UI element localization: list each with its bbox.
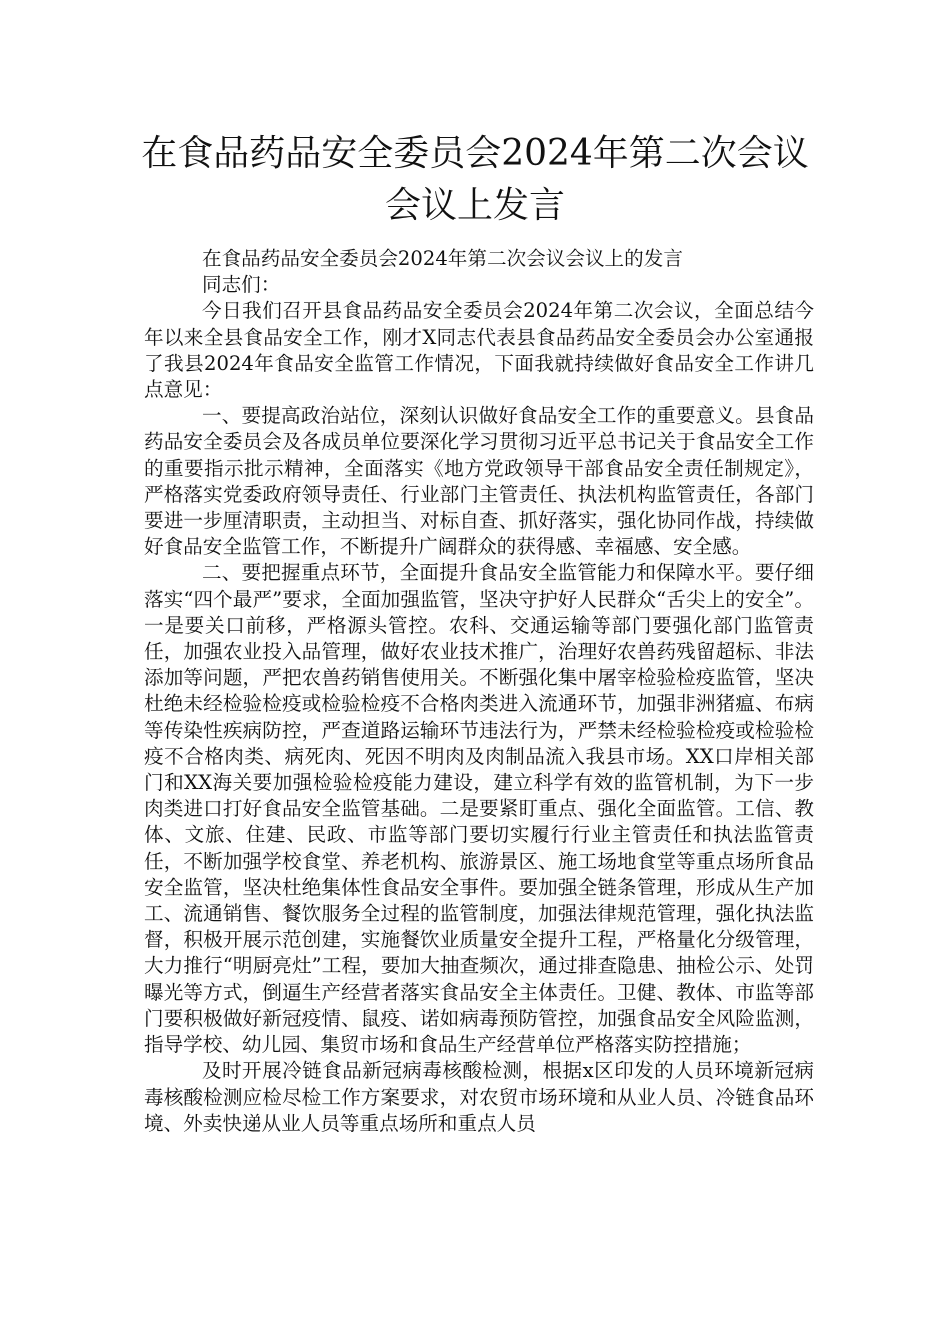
- document-title-line-2: 会议上发言: [384, 185, 565, 226]
- paragraph-intro: 今日我们召开县食品药品安全委员会2024年第二次会议，全面总结今年以来全县食品安全工作，刚才X同志代表县食品药品安全委员会办公室通报了我县2024年食品安全监管工作情况，下面我就持续做好食品安全工作讲几点意见：: [144, 299, 814, 402]
- document-body: [144, 246, 814, 1137]
- paragraph-point-one: 一、要提高政治站位，深刻认识做好食品安全工作的重要意义。县食品药品安全委员会及各成员单位要深化学习贯彻习近平总书记关于食品安全工作的重要指示批示精神，全面落实《地方党政领导干部食品安全责任制规定》，严格落实党委政府领导责任、行业部门主管责任、执法机构监管责任，各部门要进一步厘清职责，主动担当、对标自查、抓好落实，强化协同作战，持续做好食品安全监管工作，不断提升广阔群众的获得感、幸福感、安全感。: [144, 404, 814, 559]
- document-title-line-1: 在食品药品安全委员会2024年第二次会议: [141, 133, 809, 174]
- paragraph-point-two: 二、要把握重点环节，全面提升食品安全监管能力和保障水平。要仔细落实“四个最严”要求，全面加强监管，坚决守护好人民群众“舌尖上的安全”。一是要关口前移，严格源头管控。农科、交通运输等部门要强化部门监管责任，加强农业投入品管理，做好农业技术推广，治理好农兽药残留超标、非法添加等问题，严把农兽药销售使用关。不断强化集中屠宰检验检疫监管，坚决杜绝未经检验检疫或检验检疫不合格肉类进入流通环节，加强非洲猪瘟、布病等传染性疾病防控，严查道路运输环节违法行为，严禁未经检验检疫或检验检疫不合格肉类、病死肉、死因不明肉及肉制品流入我县市场。XX口岸相关部门和XX海关要加强检验检疫能力建设，建立科学有效的监管机制，为下一步肉类进口打好食品安全监管基础。二是要紧盯重点、强化全面监管。工信、教体、文旅、住建、民政、市监等部门要切实履行行业主管责任和执法监管责任，不断加强学校食堂、养老机构、旅游景区、施工场地食堂等重点场所食品安全监管，坚决杜绝集体性食品安全事件。要加强全链条管理，形成从生产加工、流通销售、餐饮服务全过程的监管制度，加强法律规范管理，强化执法监督，积极开展示范创建，实施餐饮业质量安全提升工程，严格量化分级管理，大力推行“明厨亮灶”工程，要加大抽查频次，通过排查隐患、抽检公示、处罚曝光等方式，倒逼生产经营者落实食品安全主体责任。卫健、教体、市监等部门要积极做好新冠疫情、鼠疫、诺如病毒预防管控，加强食品安全风险监测，指导学校、幼儿园、集贸市场和食品生产经营单位严格落实防控措施；: [144, 561, 814, 1057]
- speech-subtitle: 在食品药品安全委员会2024年第二次会议会议上的发言: [202, 247, 683, 270]
- paragraph-cold-chain: 及时开展冷链食品新冠病毒核酸检测，根据x区印发的人员环境新冠病毒核酸检测应检尽检工作方案要求，对农贸市场环境和从业人员、冷链食品环境、外卖快递从业人员等重点场所和重点人员: [144, 1059, 814, 1135]
- salutation: 同志们：: [202, 273, 281, 297]
